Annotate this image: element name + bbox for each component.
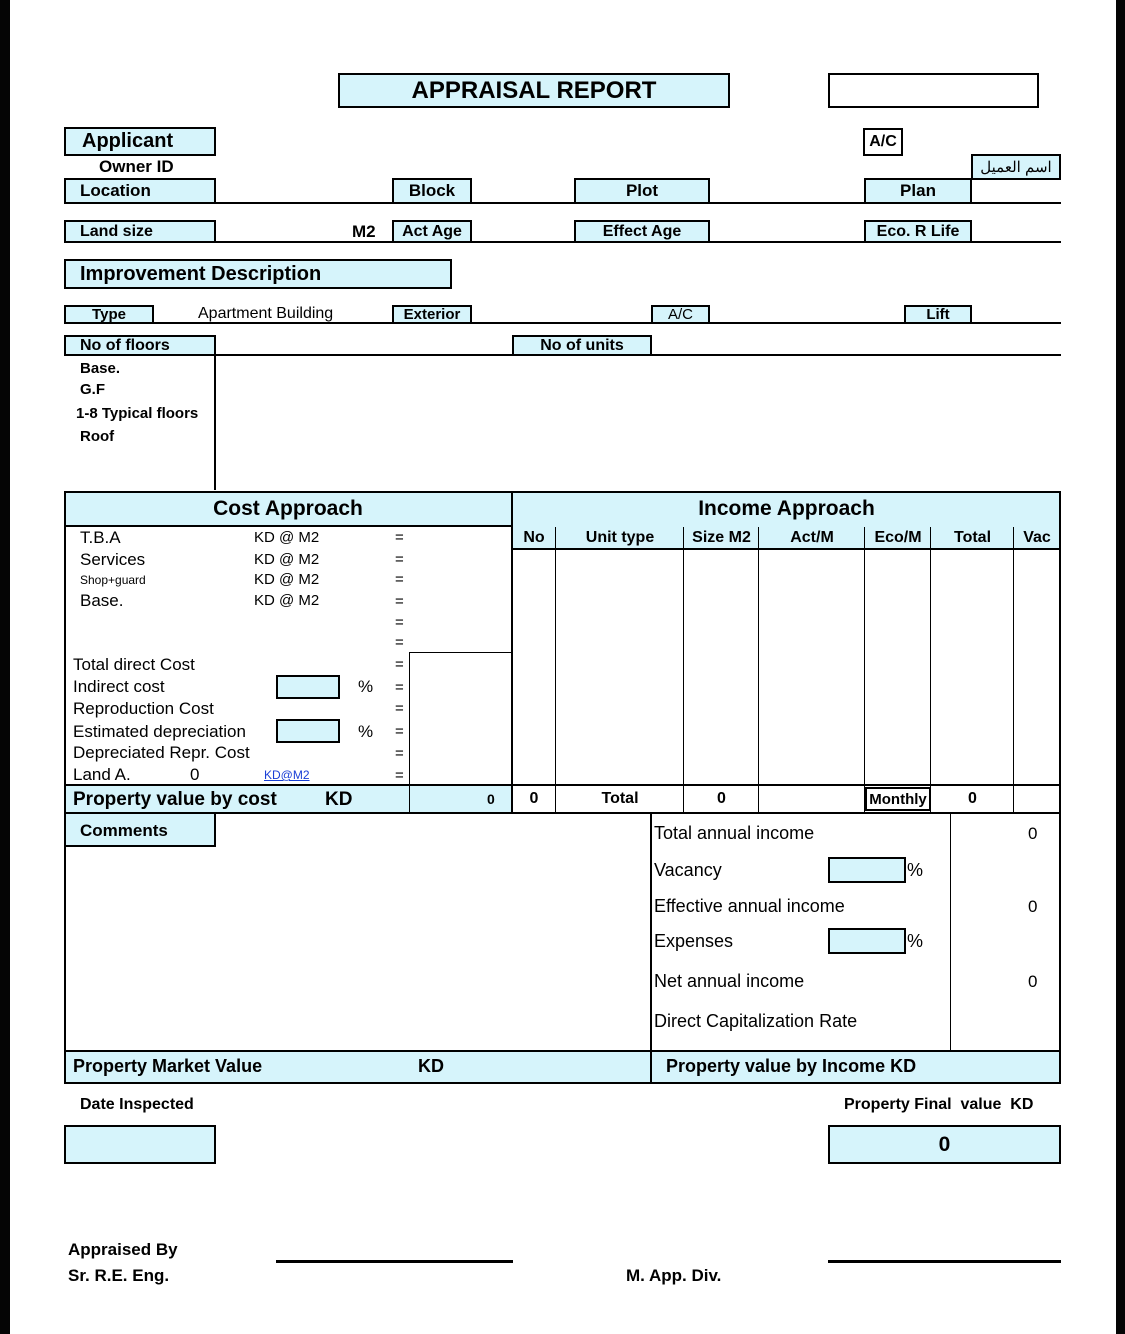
net-annual-income-value: 0 xyxy=(1028,972,1038,991)
income-total-monthly: 0 xyxy=(968,790,977,807)
cost-row-name: Shop+guard xyxy=(80,573,146,587)
monthly-label: Monthly xyxy=(865,787,931,811)
land-a-rate-link[interactable]: KD@M2 xyxy=(264,768,310,782)
cost-row-unit: KD @ M2 xyxy=(254,571,320,588)
report-number-box[interactable] xyxy=(828,73,1039,108)
grid-line xyxy=(214,812,216,846)
indirect-cost-label: Indirect cost xyxy=(73,677,165,696)
signature-line-engineer xyxy=(276,1260,513,1263)
location-label: Location xyxy=(64,178,216,204)
expenses-percent-sign: % xyxy=(907,931,924,951)
land-size-unit: M2 xyxy=(352,222,376,241)
effective-annual-income-value: 0 xyxy=(1028,897,1038,916)
equals-sign: = xyxy=(395,700,404,717)
effect-age-label: Effect Age xyxy=(574,220,710,243)
income-approach-title: Income Approach xyxy=(698,497,875,520)
grid-line xyxy=(64,525,512,527)
improvement-description-title: Improvement Description xyxy=(64,259,452,289)
grid-line xyxy=(1013,527,1014,813)
date-inspected-label: Date Inspected xyxy=(80,1096,194,1113)
income-total-size: 0 xyxy=(717,790,726,807)
lift-label: Lift xyxy=(904,305,972,324)
equals-sign: = xyxy=(395,767,404,784)
net-annual-income-label: Net annual income xyxy=(654,971,805,991)
eco-r-life-label: Eco. R Life xyxy=(864,220,972,243)
direct-capitalization-rate-label: Direct Capitalization Rate xyxy=(654,1011,858,1031)
property-market-value-unit: KD xyxy=(418,1056,444,1076)
improvement-ac-label: A/C xyxy=(651,305,710,324)
floor-item: Roof xyxy=(80,428,115,445)
depreciation-percent-input[interactable] xyxy=(276,719,340,743)
property-value-by-income-label: Property value by Income KD xyxy=(666,1056,917,1076)
grid-line xyxy=(409,652,410,813)
appraised-by-label: Appraised By xyxy=(68,1240,178,1259)
total-annual-income-value: 0 xyxy=(1028,824,1038,843)
column-header-act-m: Act/M xyxy=(790,529,834,546)
page-edge-left xyxy=(0,0,10,1334)
block-label: Block xyxy=(392,178,472,204)
grid-line xyxy=(64,1050,1061,1052)
equals-sign: = xyxy=(395,656,404,673)
column-header-size: Size M2 xyxy=(692,529,751,546)
ac-label: A/C xyxy=(863,128,903,156)
expenses-percent-input[interactable] xyxy=(828,928,906,954)
income-total-label: Total xyxy=(601,790,639,807)
m-app-div-label: M. App. Div. xyxy=(626,1266,722,1285)
equals-sign: = xyxy=(395,614,404,631)
property-value-by-cost-unit: KD xyxy=(325,789,353,810)
indirect-cost-percent-sign: % xyxy=(358,677,374,696)
grid-line xyxy=(650,812,652,1084)
signature-line-division xyxy=(828,1260,1061,1263)
grid-line xyxy=(950,812,951,1050)
grid-line xyxy=(555,527,556,813)
grid-line xyxy=(64,491,1061,493)
type-label: Type xyxy=(64,305,154,324)
equals-sign: = xyxy=(395,593,404,610)
act-age-label: Act Age xyxy=(392,220,472,243)
cost-row-unit: KD @ M2 xyxy=(254,592,320,609)
grid-line xyxy=(410,652,512,653)
equals-sign: = xyxy=(395,634,404,651)
property-final-value-label: Property Final value KD xyxy=(844,1096,1034,1113)
client-name-label-ar: اسم العميل xyxy=(971,154,1061,180)
no-of-units-label: No of units xyxy=(512,335,652,356)
grid-line xyxy=(683,527,684,813)
property-final-value: 0 xyxy=(828,1125,1061,1164)
no-of-floors-label: No of floors xyxy=(64,335,216,356)
vacancy-percent-sign: % xyxy=(907,860,924,880)
floor-item: G.F xyxy=(80,381,105,398)
comments-label: Comments xyxy=(80,821,168,840)
grid-line xyxy=(930,527,931,813)
vacancy-label: Vacancy xyxy=(654,860,722,880)
equals-sign: = xyxy=(395,551,404,568)
column-header-total: Total xyxy=(953,529,992,546)
grid-line xyxy=(864,527,865,813)
equals-sign: = xyxy=(395,745,404,762)
cost-row-name: Services xyxy=(80,550,146,569)
column-header-vac: Vac xyxy=(1023,529,1051,546)
cost-row-unit: KD @ M2 xyxy=(254,551,320,568)
depreciation-percent-sign: % xyxy=(358,722,374,741)
sr-re-eng-label: Sr. R.E. Eng. xyxy=(68,1266,170,1285)
total-annual-income-label: Total annual income xyxy=(654,823,815,843)
grid-line xyxy=(64,1082,1061,1084)
plan-label: Plan xyxy=(864,178,972,204)
equals-sign: = xyxy=(395,571,404,588)
column-header-unit-type: Unit type xyxy=(585,529,655,546)
depreciated-repr-cost-label: Depreciated Repr. Cost xyxy=(73,743,250,762)
floor-item: 1-8 Typical floors xyxy=(76,405,199,422)
page-edge-right xyxy=(1116,0,1125,1334)
report-title: APPRAISAL REPORT xyxy=(338,73,730,108)
effective-annual-income-label: Effective annual income xyxy=(654,896,845,916)
date-inspected-input[interactable] xyxy=(64,1125,216,1164)
owner-id-label: Owner ID xyxy=(99,157,174,176)
land-a-value: 0 xyxy=(190,765,200,784)
grid-line xyxy=(64,845,216,847)
floors-divider xyxy=(214,356,216,490)
equals-sign: = xyxy=(395,679,404,696)
equals-sign: = xyxy=(395,723,404,740)
total-direct-cost-label: Total direct Cost xyxy=(73,655,195,674)
vacancy-percent-input[interactable] xyxy=(828,857,906,883)
reproduction-cost-label: Reproduction Cost xyxy=(73,699,214,718)
grid-line xyxy=(1059,491,1061,1084)
cost-row-name: Base. xyxy=(80,591,124,610)
property-market-value-label: Property Market Value xyxy=(73,1056,263,1076)
type-value: Apartment Building xyxy=(198,305,334,322)
land-size-label: Land size xyxy=(64,220,216,243)
exterior-label: Exterior xyxy=(392,305,472,324)
grid-line xyxy=(64,491,66,1084)
column-header-no: No xyxy=(523,529,545,546)
grid-line xyxy=(64,784,1061,786)
applicant-label: Applicant xyxy=(64,127,216,156)
cost-row-unit: KD @ M2 xyxy=(254,529,320,546)
floor-item: Base. xyxy=(80,360,121,377)
grid-line xyxy=(758,527,759,813)
property-value-by-cost-amount: 0 xyxy=(487,791,495,807)
cost-approach-title: Cost Approach xyxy=(213,497,363,520)
plot-label: Plot xyxy=(574,178,710,204)
estimated-depreciation-label: Estimated depreciation xyxy=(73,722,246,741)
equals-sign: = xyxy=(395,529,404,546)
land-a-label: Land A. xyxy=(73,765,131,784)
income-total-no: 0 xyxy=(529,790,539,807)
column-header-eco-m: Eco/M xyxy=(874,529,922,546)
property-value-by-cost-label: Property value by cost xyxy=(73,789,277,810)
expenses-label: Expenses xyxy=(654,931,734,951)
cost-row-name: T.B.A xyxy=(80,528,121,547)
indirect-cost-percent-input[interactable] xyxy=(276,675,340,699)
